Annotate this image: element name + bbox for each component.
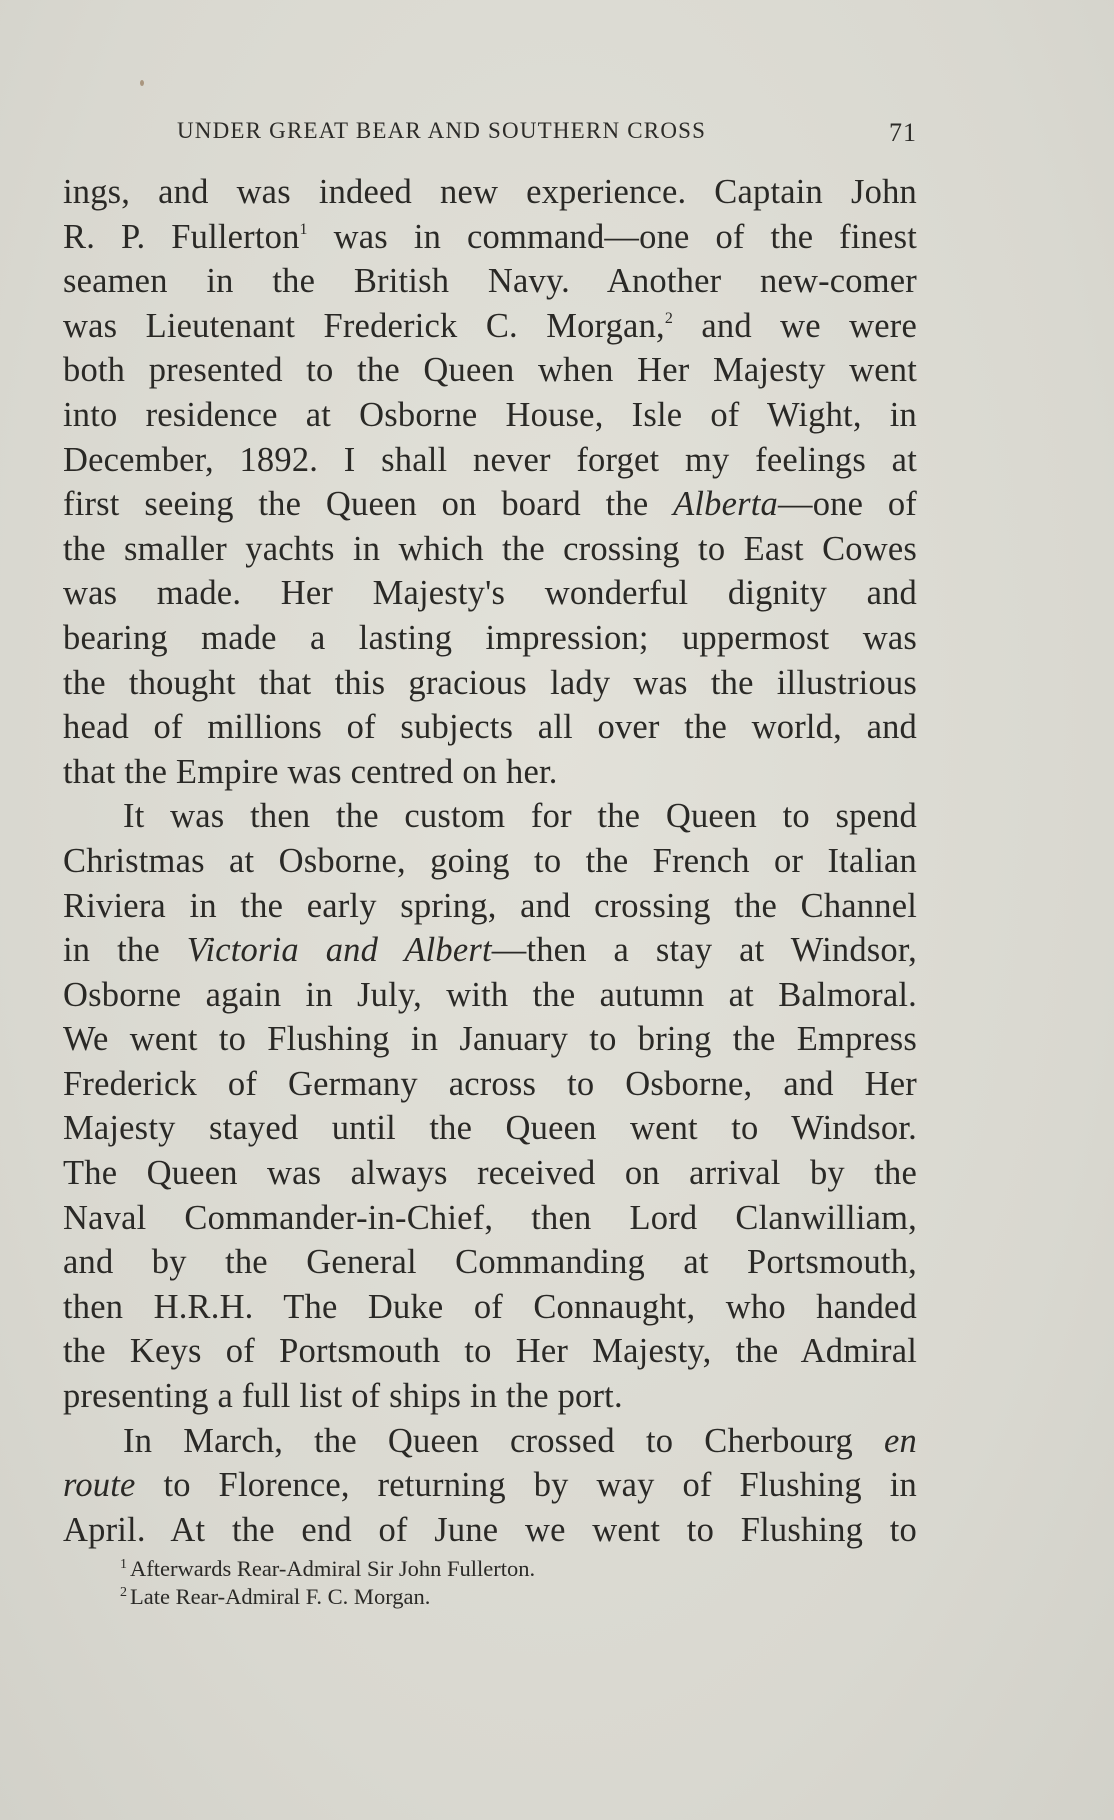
ship-name-italic: Alberta	[673, 485, 778, 524]
text-line: It was then the custom for the Queen to spend	[123, 797, 917, 836]
text-line: that the Empire was centred on her.	[63, 752, 558, 791]
italic-phrase: route	[63, 1466, 136, 1505]
text-line: both presented to the Queen when Her Majesty went	[63, 351, 917, 390]
text-line: Naval Commander-in-Chief, then Lord Clanwilliam,	[63, 1198, 917, 1237]
text-line: bearing made a lasting impression; uppermost was	[63, 618, 917, 657]
body-text	[63, 170, 917, 1552]
text-line: first seeing the Queen on board the Alberta—one of	[63, 485, 917, 524]
footnote-mark: 2	[120, 1585, 127, 1600]
text-line: then H.R.H. The Duke of Connaught, who handed	[63, 1287, 917, 1326]
text-line: R. P. Fullerton$^1$ was in command—one of the finest	[63, 217, 917, 256]
footnote-ref: 1	[299, 220, 308, 238]
text-line: route to Florence, returning by way of Flushing in	[63, 1466, 917, 1505]
text-line: Frederick of Germany across to Osborne, and Her	[63, 1064, 917, 1103]
text-line: the thought that this gracious lady was the illustrious	[63, 663, 917, 702]
running-title: UNDER GREAT BEAR AND SOUTHERN CROSS	[177, 118, 707, 143]
footnote-text: Afterwards Rear-Admiral Sir John Fullerton.	[130, 1556, 536, 1581]
text-line: The Queen was always received on arrival by the	[63, 1154, 917, 1193]
text-line: presenting a full list of ships in the port.	[63, 1377, 623, 1416]
text-line: was made. Her Majesty's wonderful dignity and	[63, 574, 917, 613]
text-line: into residence at Osborne House, Isle of Wight, in	[63, 395, 917, 434]
running-head	[177, 118, 917, 148]
text-line: Osborne again in July, with the autumn at Balmoral.	[63, 975, 917, 1014]
footnote-1	[120, 1551, 820, 1579]
ship-name-italic: Victoria and Albert	[186, 931, 492, 970]
footnote-2	[120, 1579, 820, 1607]
paper-speck	[140, 80, 144, 86]
footnote-ref: 2	[664, 309, 674, 327]
text-line: Christmas at Osborne, going to the French or Italian	[63, 841, 917, 880]
text-line: seamen in the British Navy. Another new-comer	[63, 262, 917, 301]
footnote-mark: 1	[120, 1557, 127, 1572]
text-line: the Keys of Portsmouth to Her Majesty, the Admiral	[63, 1332, 917, 1371]
text-line: We went to Flushing in January to bring the Empress	[63, 1020, 917, 1059]
footnote-text: Late Rear-Admiral F. C. Morgan.	[130, 1584, 431, 1609]
text-line: Majesty stayed until the Queen went to Windsor.	[63, 1109, 917, 1148]
text-line: ings, and was indeed new experience. Captain John	[63, 173, 917, 211]
text-line: December, 1892. I shall never forget my feelings at	[63, 440, 917, 479]
text-line: and by the General Commanding at Portsmouth,	[63, 1243, 917, 1282]
text-line: was Lieutenant Frederick C. Morgan,$^2$ and we were	[63, 306, 917, 345]
page-number: 71	[889, 118, 917, 147]
footnotes	[120, 1551, 820, 1607]
text-line: in the Victoria and Albert—then a stay at Windsor,	[63, 931, 917, 970]
text-line: Riviera in the early spring, and crossing the Channel	[63, 886, 917, 925]
text-line: April. At the end of June we went to Flushing to	[63, 1510, 917, 1549]
italic-phrase: en	[884, 1421, 917, 1460]
text-line: In March, the Queen crossed to Cherbourg en	[123, 1421, 917, 1460]
text-line: head of millions of subjects all over the world, and	[63, 708, 917, 747]
text-line: the smaller yachts in which the crossing to East Cowes	[63, 529, 917, 568]
